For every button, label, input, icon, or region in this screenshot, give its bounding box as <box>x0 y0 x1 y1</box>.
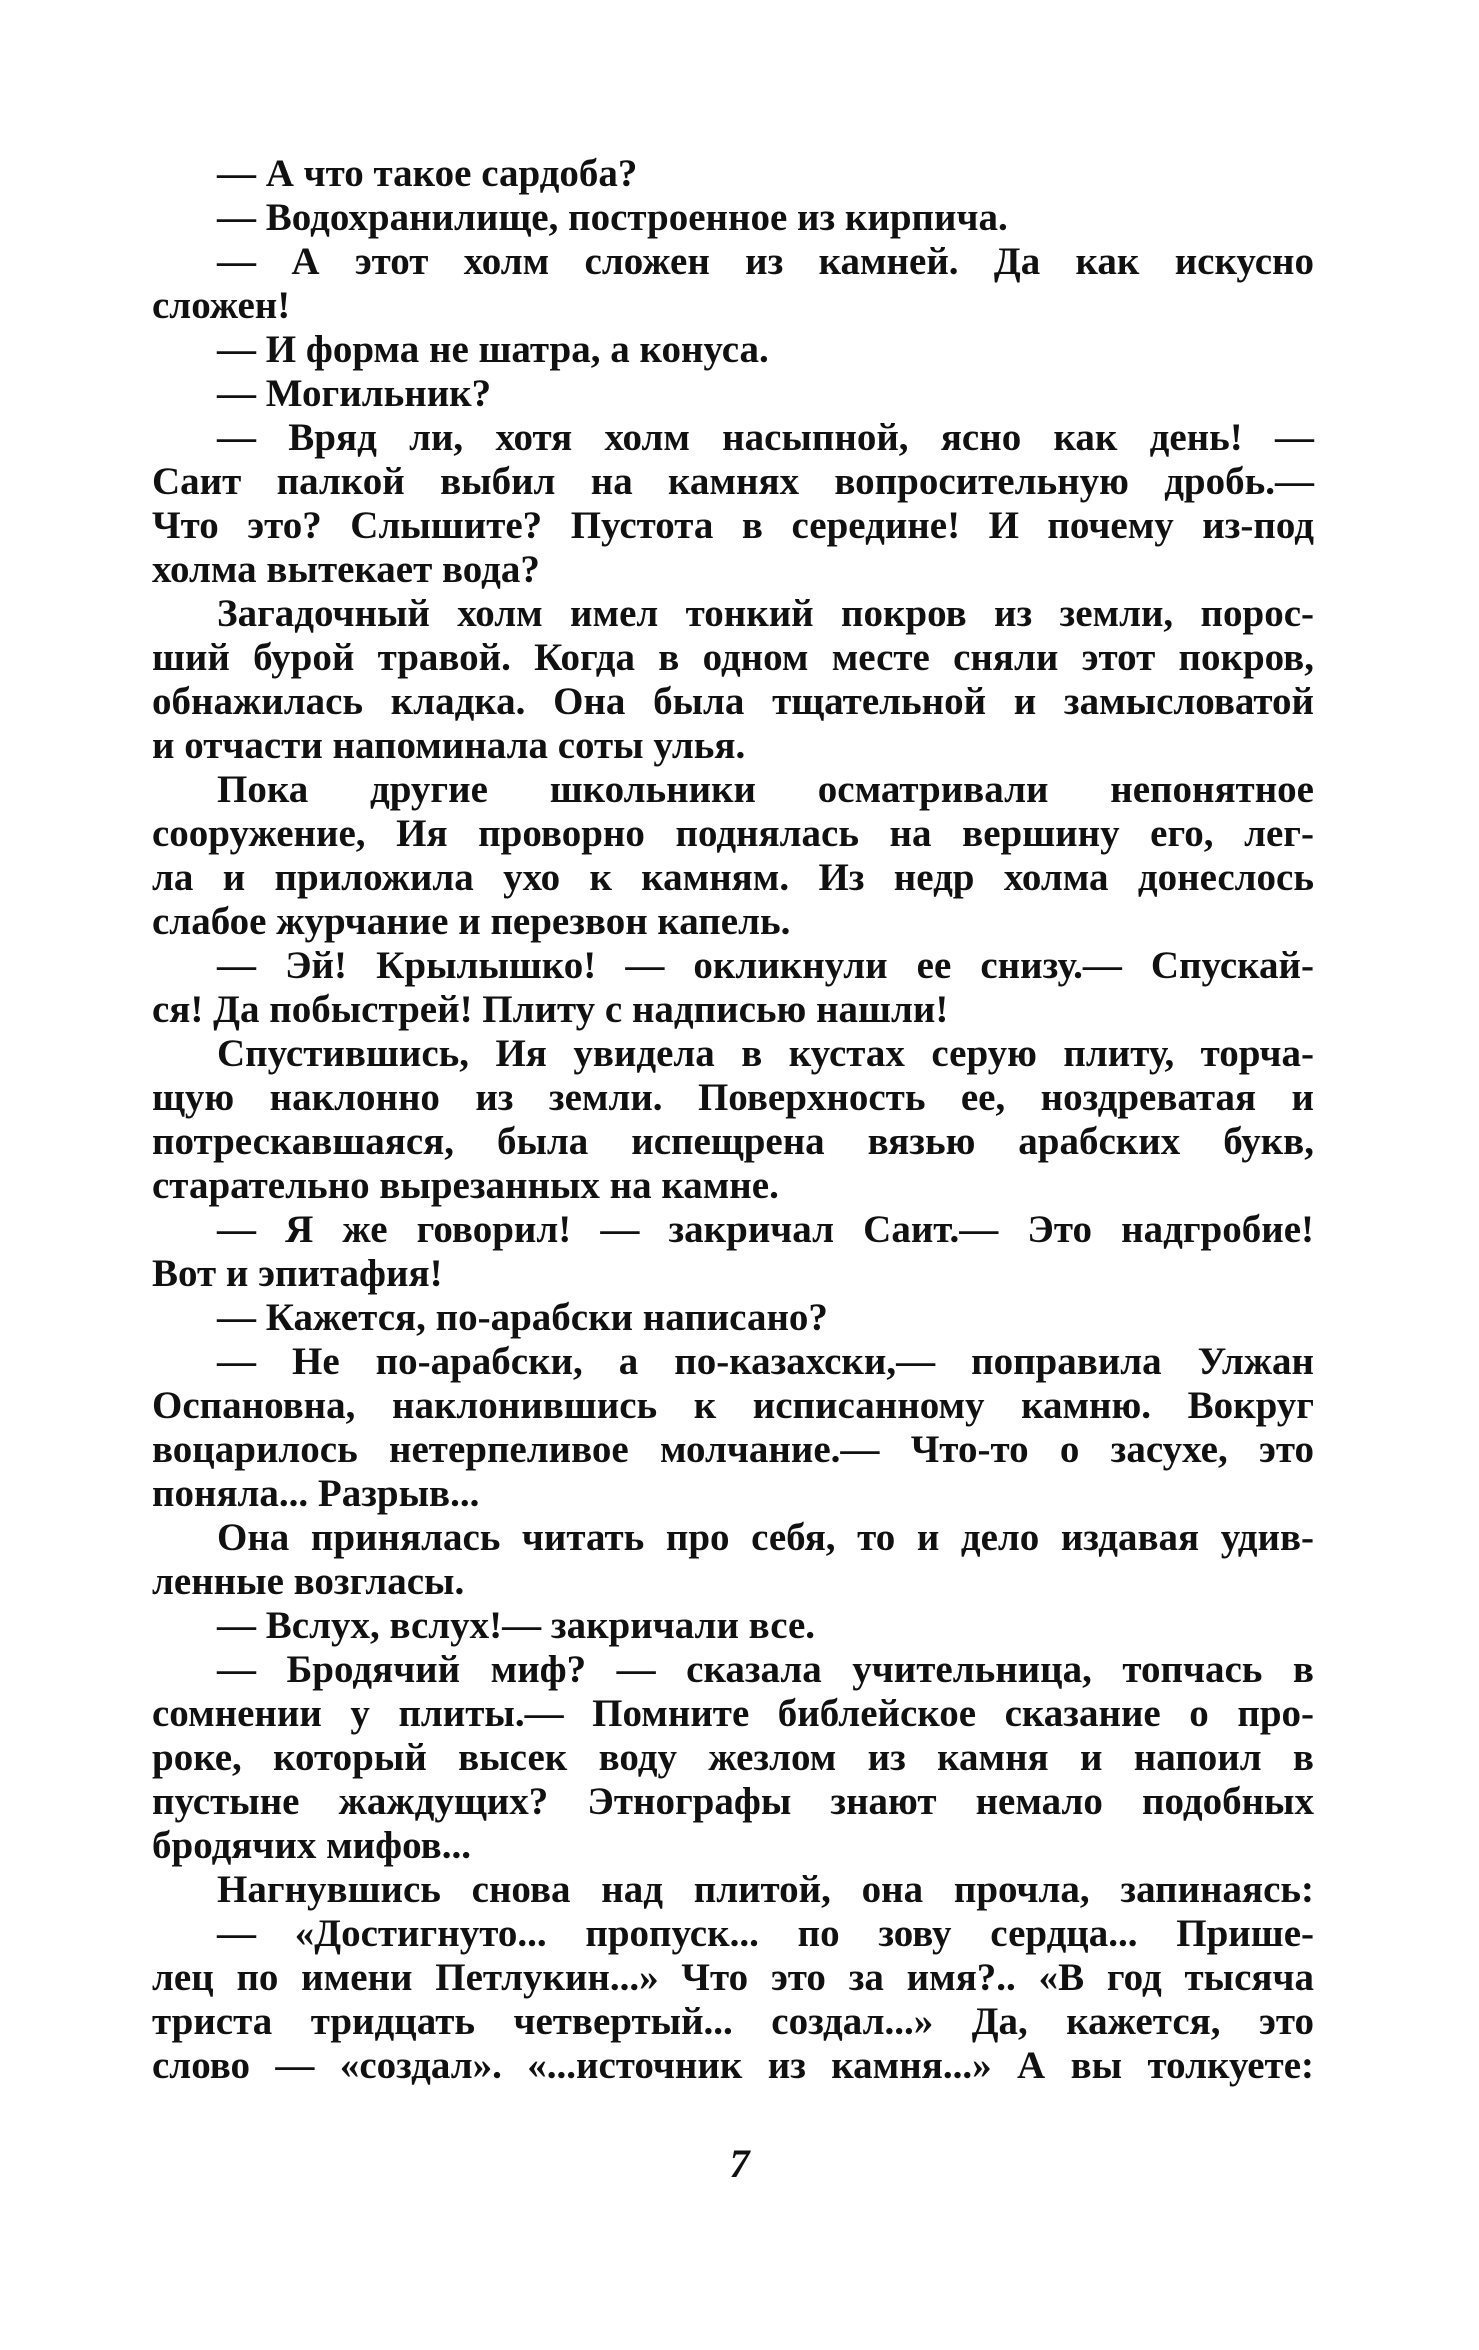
text-line: — Я же говорил! — закричал Саит.— Это надгробие! <box>217 1208 1314 1251</box>
text-line: Оспановна, наклонившись к исписанному камню. Вокруг <box>152 1384 1314 1427</box>
text-line: слабое журчание и перезвон капель. <box>152 900 791 943</box>
page-body <box>152 152 1314 2088</box>
text-line: сомнении у плиты.— Помните библейское сказание о про- <box>152 1692 1314 1735</box>
text-line: Вот и эпитафия! <box>152 1252 443 1295</box>
text-line: ший бурой травой. Когда в одном месте сняли этот покров, <box>152 636 1314 679</box>
text-line: Пока другие школьники осматривали непонятное <box>217 768 1314 811</box>
text-line: ла и приложила ухо к камням. Из недр холма донеслось <box>152 856 1314 899</box>
text-line: сооружение, Ия проворно поднялась на вершину его, лег- <box>152 812 1314 855</box>
text-line: — Эй! Крылышко! — окликнули ее снизу.— Спускай- <box>217 944 1314 987</box>
text-line: бродячих мифов... <box>152 1824 471 1867</box>
text-line: ся! Да побыстрей! Плиту с надписью нашли! <box>152 988 949 1031</box>
text-line: Спустившись, Ия увидела в кустах серую плиту, торча- <box>217 1032 1314 1075</box>
text-line: ленные возгласы. <box>152 1560 465 1603</box>
text-line: поняла... Разрыв... <box>152 1472 480 1515</box>
text-line: — И форма не шатра, а конуса. <box>217 328 769 371</box>
text-line: потрескавшаяся, была испещрена вязью арабских букв, <box>152 1120 1314 1163</box>
text-line: лец по имени Петлукин...» Что это за имя?.. «В год тысяча <box>152 1956 1314 1999</box>
text-line: — Могильник? <box>217 372 492 415</box>
text-line: — «Достигнуто... пропуск... по зову сердца... Прише- <box>217 1912 1314 1955</box>
text-line: — А этот холм сложен из камней. Да как искусно <box>217 240 1314 283</box>
text-line: обнажилась кладка. Она была тщательной и замысловатой <box>152 680 1314 723</box>
text-line: слово — «создал». «...источник из камня...» А вы толкуете: <box>152 2044 1314 2087</box>
text-line: триста тридцать четвертый... создал...» Да, кажется, это <box>152 2000 1314 2043</box>
text-line: Она принялась читать про себя, то и дело издавая удив- <box>217 1516 1314 1559</box>
text-line: пустыне жаждущих? Этнографы знают немало подобных <box>152 1780 1314 1823</box>
text-line: — Бродячий миф? — сказала учительница, топчась в <box>217 1648 1314 1691</box>
text-line: щую наклонно из земли. Поверхность ее, ноздреватая и <box>152 1076 1314 1119</box>
text-line: старательно вырезанных на камне. <box>152 1164 779 1207</box>
page-number: 7 <box>729 2141 750 2186</box>
text-line: — Не по-арабски, а по-казахски,— поправила Улжан <box>217 1340 1314 1383</box>
text-line: — Вслух, вслух!— закричали все. <box>217 1604 816 1647</box>
text-line: сложен! <box>152 284 291 327</box>
text-line: — Вряд ли, хотя холм насыпной, ясно как день! — <box>217 416 1314 459</box>
text-line: Саит палкой выбил на камнях вопросительную дробь.— <box>152 460 1314 503</box>
text-line: Загадочный холм имел тонкий покров из земли, порос- <box>217 592 1314 635</box>
text-line: воцарилось нетерпеливое молчание.— Что-то о засухе, это <box>152 1428 1314 1471</box>
text-line: роке, который высек воду жезлом из камня и напоил в <box>152 1736 1314 1779</box>
text-line: холма вытекает вода? <box>152 548 540 591</box>
text-line: — Водохранилище, построенное из кирпича. <box>217 196 1008 239</box>
text-line: — А что такое сардоба? <box>217 152 638 195</box>
text-line: и отчасти напоминала соты улья. <box>152 724 746 767</box>
text-line: Нагнувшись снова над плитой, она прочла, запинаясь: <box>217 1868 1314 1911</box>
text-line: Что это? Слышите? Пустота в середине! И почему из-под <box>152 504 1314 547</box>
text-line: — Кажется, по-арабски написано? <box>217 1296 828 1339</box>
